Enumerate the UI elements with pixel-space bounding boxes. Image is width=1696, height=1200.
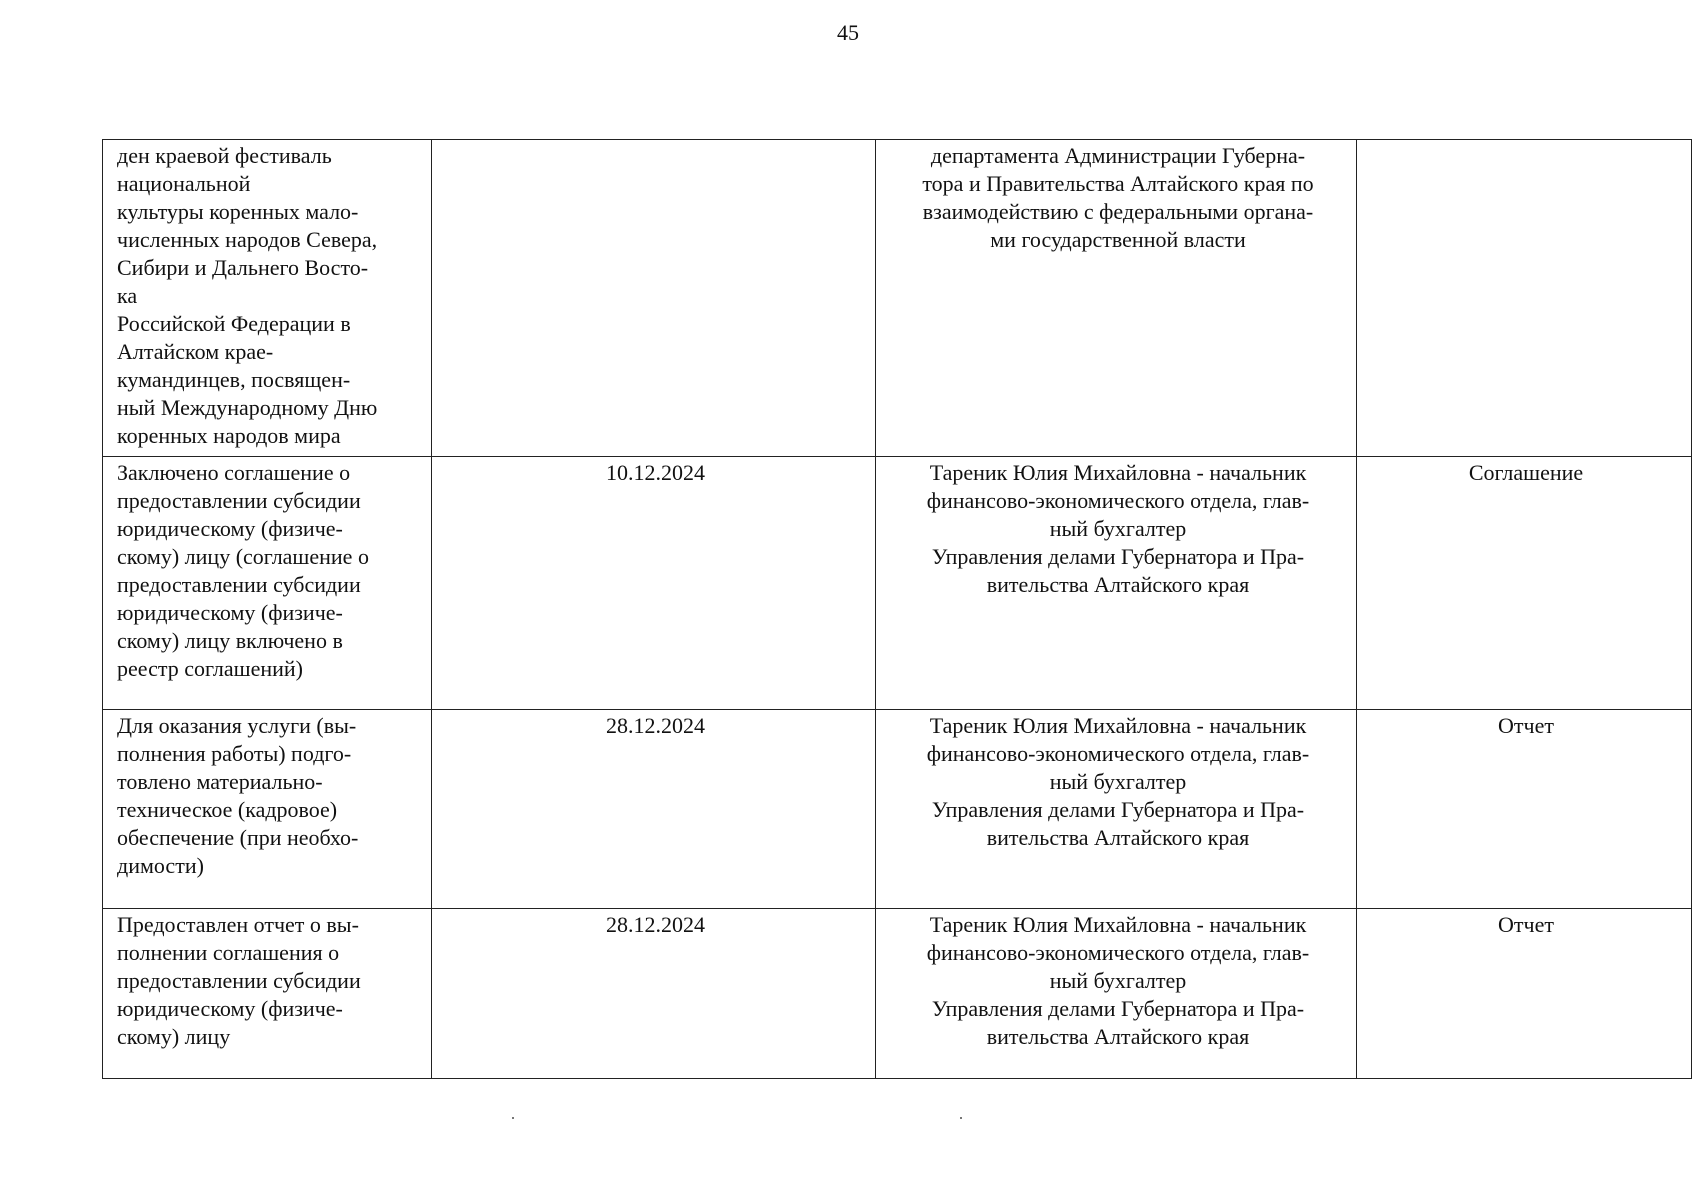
schedule-table [102,139,1692,1079]
table-row [103,457,1692,710]
scan-speck [960,1117,962,1119]
scan-speck [512,1117,514,1119]
event-cell: Заключено соглашение о предоставлении субсидии юридическому (физиче- скому) лицу (соглашение о предоставлении субсидии юридическому (физиче- скому) лицу включено в реестр соглашений) [103,457,432,710]
table-row [103,710,1692,909]
responsible-cell: департамента Администрации Губерна- тора и Правительства Алтайского края по взаимодействию с федеральными органа- ми государственной власти [876,140,1357,457]
table-row [103,140,1692,457]
document-cell [1357,140,1692,457]
document-cell: Отчет [1357,909,1692,1079]
page-number: 45 [837,20,859,45]
date-cell: 28.12.2024 [432,710,876,909]
date-cell [432,140,876,457]
document-cell: Соглашение [1357,457,1692,710]
responsible-cell: Тареник Юлия Михайловна - начальник финансово-экономического отдела, глав- ный бухгалтер Управления делами Губернатора и Пра- вительства Алтайского края [876,710,1357,909]
date-cell: 10.12.2024 [432,457,876,710]
responsible-cell: Тареник Юлия Михайловна - начальник финансово-экономического отдела, глав- ный бухгалтер Управления делами Губернатора и Пра- вительства Алтайского края [876,909,1357,1079]
event-cell: Предоставлен отчет о вы- полнении соглашения о предоставлении субсидии юридическому (физиче- скому) лицу [103,909,432,1079]
date-cell: 28.12.2024 [432,909,876,1079]
table-row [103,909,1692,1079]
event-cell: ден краевой фестиваль национальной культуры коренных мало- численных народов Севера, Сибири и Дальнего Восто- ка Российской Федерации в Алтайском крае- кумандинцев, посвящен- ный Международному Дню коренных народов мира [103,140,432,457]
event-cell: Для оказания услуги (вы- полнения работы) подго- товлено материально- техническое (кадровое) обеспечение (при необхо- димости) [103,710,432,909]
document-cell: Отчет [1357,710,1692,909]
responsible-cell: Тареник Юлия Михайловна - начальник финансово-экономического отдела, глав- ный бухгалтер Управления делами Губернатора и Пра- вительства Алтайского края [876,457,1357,710]
